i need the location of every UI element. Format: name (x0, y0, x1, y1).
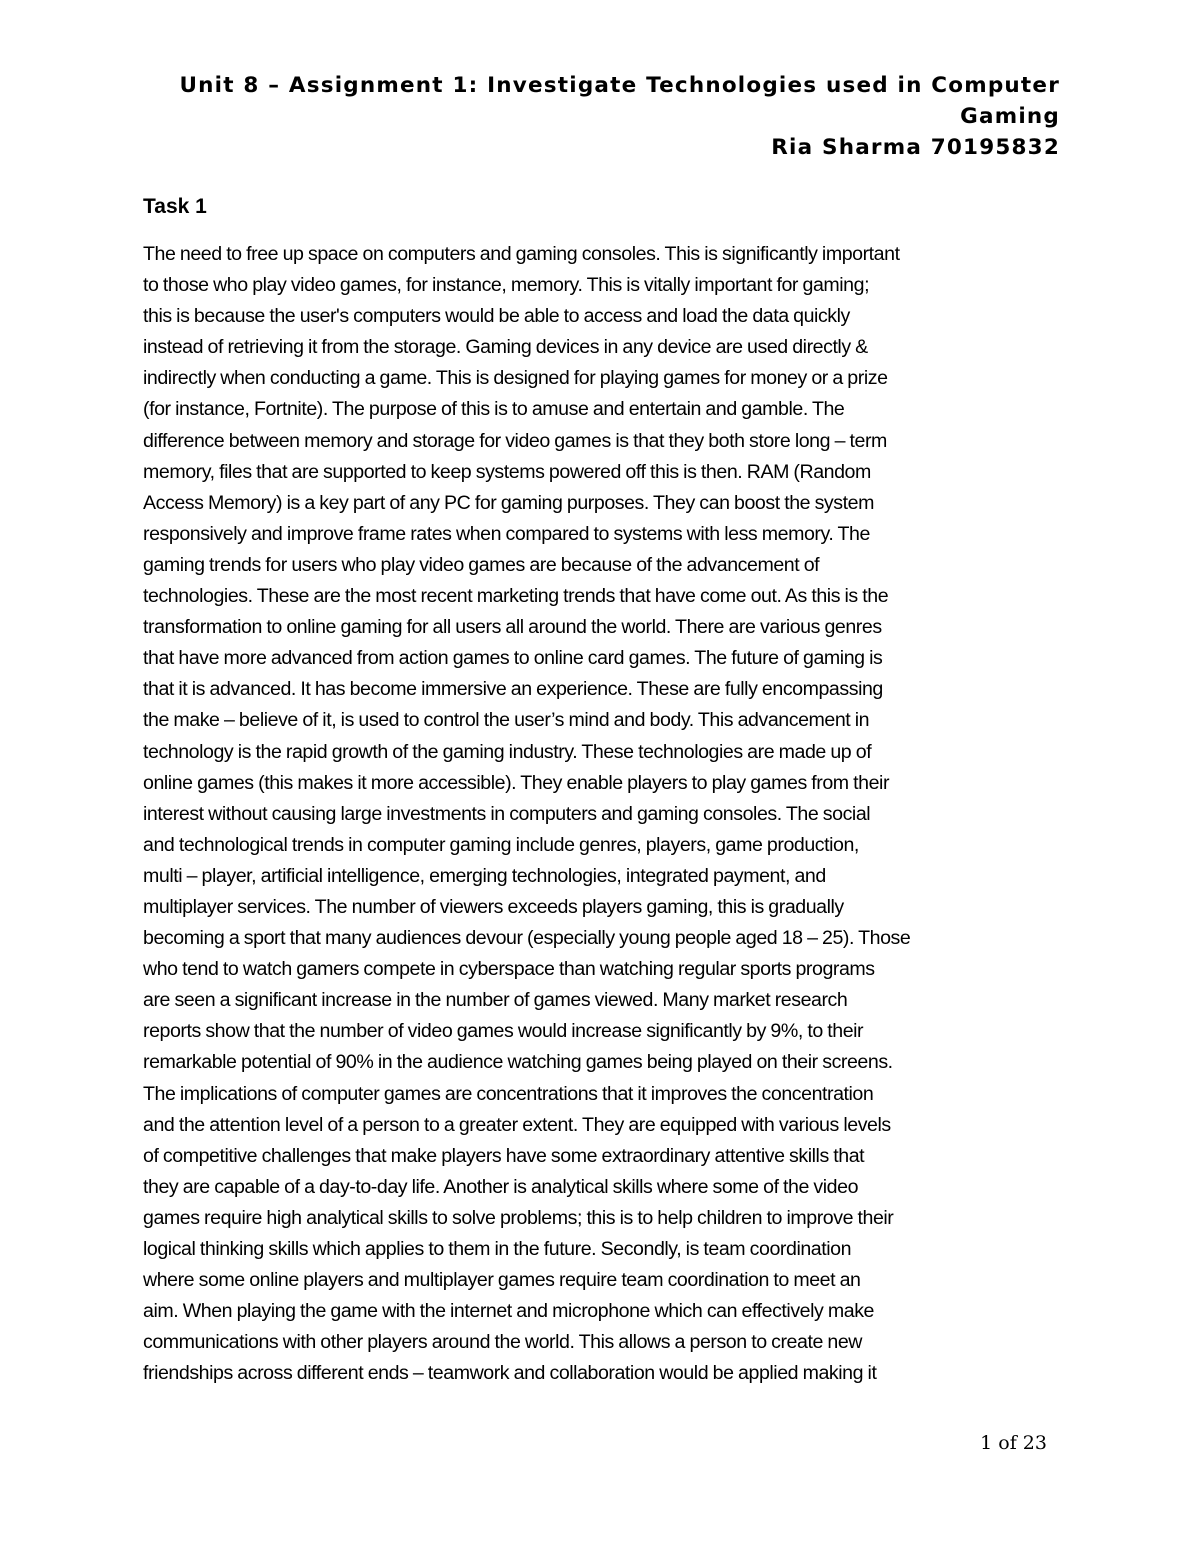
body-line: The implications of computer games are concentrations that it improves the concentration (143, 1082, 874, 1105)
body-line: memory, files that are supported to keep systems powered off this is then. RAM (Random (143, 460, 871, 483)
body-line: reports show that the number of video games would increase significantly by 9%, to their (143, 1020, 864, 1043)
body-line: online games (this makes it more accessible). They enable players to play games from their (143, 771, 890, 794)
author-line: Ria Sharma 70195832 (771, 135, 1060, 160)
body-line: The need to free up space on computers and gaming consoles. This is significantly important (143, 243, 900, 265)
document-title (143, 70, 1060, 163)
body-line: the make – believe of it, is used to control the user’s mind and body. This advancement in (143, 709, 870, 732)
body-line: Access Memory) is a key part of any PC for gaming purposes. They can boost the system (143, 491, 874, 514)
body-line: are seen a significant increase in the number of games viewed. Many market research (143, 989, 848, 1012)
body-line: becoming a sport that many audiences devour (especially young people aged 18 – 25). Those (143, 927, 911, 950)
body-line: remarkable potential of 90% in the audience watching games being played on their screens. (143, 1051, 893, 1074)
body-line: they are capable of a day-to-day life. Another is analytical skills where some of the video (143, 1175, 859, 1198)
title-line-2: Gaming (960, 104, 1060, 129)
body-line: technology is the rapid growth of the gaming industry. These technologies are made up of (143, 740, 872, 763)
body-line: instead of retrieving it from the storage. Gaming devices in any device are used directly & (143, 336, 868, 359)
body-line: transformation to online gaming for all users all around the world. There are various genres (143, 616, 882, 639)
body-line: friendships across different ends – teamwork and collaboration would be applied making it (143, 1362, 877, 1385)
body-line: that have more advanced from action games to online card games. The future of gaming is (143, 647, 883, 670)
page-number: 1 of 23 (980, 1432, 1047, 1454)
body-line: difference between memory and storage for video games is that they both store long – term (143, 429, 887, 452)
body-line: (for instance, Fortnite). The purpose of this is to amuse and entertain and gamble. The (143, 398, 845, 421)
body-line: aim. When playing the game with the internet and microphone which can effectively make (143, 1300, 874, 1323)
body-line: this is because the user's computers would be able to access and load the data quickly (143, 305, 850, 328)
body-paragraph (143, 239, 1073, 1389)
body-line: multiplayer services. The number of viewers exceeds players gaming, this is gradually (143, 895, 844, 918)
body-line: technologies. These are the most recent marketing trends that have come out. As this is the (143, 585, 889, 608)
body-line: responsively and improve frame rates when compared to systems with less memory. The (143, 522, 870, 545)
body-line: of competitive challenges that make players have some extraordinary attentive skills that (143, 1144, 865, 1167)
body-line: to those who play video games, for instance, memory. This is vitally important for gaming; (143, 274, 870, 297)
body-line: logical thinking skills which applies to them in the future. Secondly, is team coordination (143, 1238, 852, 1260)
body-line: interest without causing large investments in computers and gaming consoles. The social (143, 802, 871, 825)
body-line: multi – player, artificial intelligence, emerging technologies, integrated payment, and (143, 864, 826, 887)
body-line: and technological trends in computer gaming include genres, players, game production, (143, 833, 859, 856)
body-line: where some online players and multiplayer games require team coordination to meet an (143, 1269, 861, 1292)
body-line: gaming trends for users who play video games are because of the advancement of (143, 553, 820, 576)
task-heading: Task 1 (143, 195, 207, 218)
body-line: that it is advanced. It has become immersive an experience. These are fully encompassing (143, 678, 883, 701)
body-line: games require high analytical skills to solve problems; this is to help children to improve their (143, 1206, 894, 1229)
body-line: communications with other players around the world. This allows a person to create new (143, 1331, 862, 1354)
body-line: who tend to watch gamers compete in cyberspace than watching regular sports programs (143, 958, 875, 981)
body-line: and the attention level of a person to a greater extent. They are equipped with various levels (143, 1113, 891, 1136)
title-line-1: Unit 8 – Assignment 1: Investigate Technologies used in Computer (179, 73, 1060, 98)
body-line: indirectly when conducting a game. This is designed for playing games for money or a prize (143, 367, 888, 390)
